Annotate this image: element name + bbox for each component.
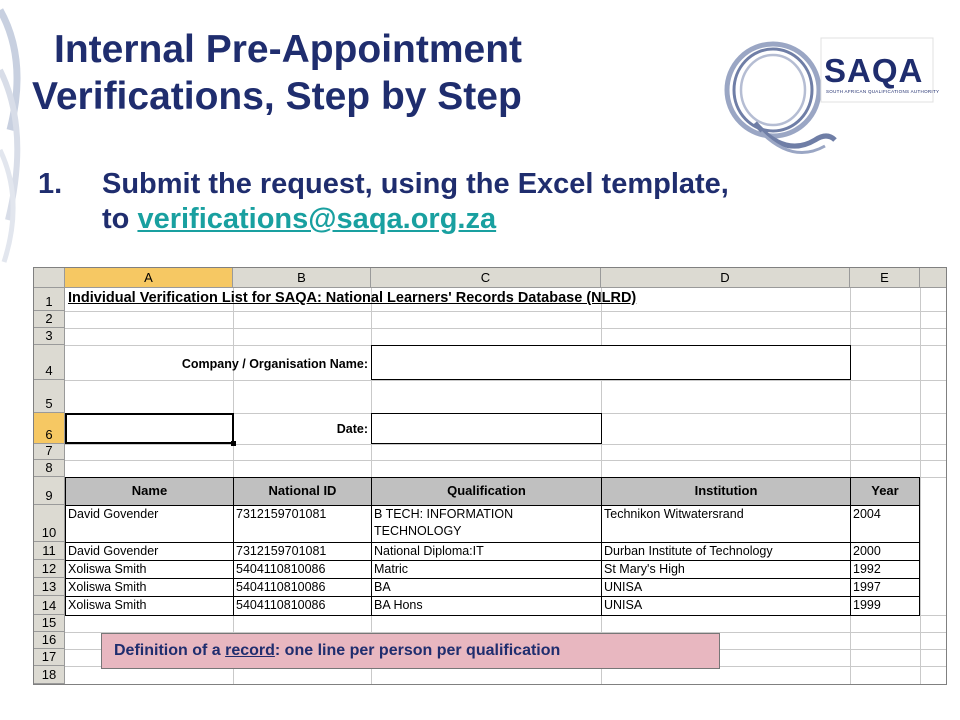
column-header-d[interactable]: D bbox=[601, 268, 850, 288]
step-text-prefix: to bbox=[102, 203, 130, 235]
company-name-label: Company / Organisation Name: bbox=[181, 357, 368, 371]
table-cell[interactable]: Xoliswa Smith bbox=[65, 596, 234, 616]
sheet-title: Individual Verification List for SAQA: National Learners' Records Database (NLRD) bbox=[68, 290, 637, 306]
column-header-a[interactable]: A bbox=[65, 268, 233, 288]
table-cell[interactable]: Durban Institute of Technology bbox=[601, 542, 851, 561]
email-link[interactable]: verifications@saqa.org.za bbox=[137, 203, 497, 235]
gridline bbox=[65, 460, 946, 461]
gridline bbox=[65, 328, 946, 329]
table-cell[interactable]: Matric bbox=[371, 560, 602, 579]
row-header-9[interactable]: 9 bbox=[34, 477, 65, 505]
table-cell[interactable]: 5404110810086 bbox=[233, 560, 372, 579]
header-name: Name bbox=[65, 477, 234, 506]
saqa-q-logo-icon bbox=[715, 28, 945, 168]
row-header-10[interactable]: 10 bbox=[34, 505, 65, 542]
callout-prefix: Definition of a bbox=[114, 642, 226, 659]
table-cell[interactable]: David Govender bbox=[65, 542, 234, 561]
table-cell[interactable]: National Diploma:IT bbox=[371, 542, 602, 561]
table-cell[interactable]: 5404110810086 bbox=[233, 596, 372, 616]
step-text-line1: Submit the request, using the Excel template, bbox=[102, 168, 729, 200]
table-cell[interactable]: 1999 bbox=[850, 596, 920, 616]
row-header-12[interactable]: 12 bbox=[34, 560, 65, 578]
date-label: Date: bbox=[336, 422, 368, 436]
gridline bbox=[65, 311, 946, 312]
gridline bbox=[920, 288, 921, 684]
table-cell[interactable]: 7312159701081 bbox=[233, 542, 372, 561]
row-header-8[interactable]: 8 bbox=[34, 460, 65, 477]
table-cell[interactable]: 1992 bbox=[850, 560, 920, 579]
slide-title-line2: Verifications, Step by Step bbox=[32, 75, 522, 118]
table-cell[interactable]: Xoliswa Smith bbox=[65, 578, 234, 597]
row-header-15[interactable]: 15 bbox=[34, 615, 65, 632]
slide-title bbox=[32, 26, 522, 120]
row-header-13[interactable]: 13 bbox=[34, 578, 65, 596]
callout-underlined: record bbox=[225, 642, 275, 659]
row-header-6[interactable]: 6 bbox=[34, 413, 65, 444]
callout-suffix: : one line per person per qualification bbox=[274, 642, 561, 659]
table-cell[interactable]: St Mary's High bbox=[601, 560, 851, 579]
table-cell[interactable]: UNISA bbox=[601, 578, 851, 597]
header-year: Year bbox=[850, 477, 920, 506]
row-header-14[interactable]: 14 bbox=[34, 596, 65, 615]
row-header-4[interactable]: 4 bbox=[34, 345, 65, 380]
column-header-b[interactable]: B bbox=[233, 268, 371, 288]
excel-template-screenshot bbox=[33, 267, 947, 685]
select-all-corner[interactable] bbox=[34, 268, 65, 288]
column-header-empty bbox=[920, 268, 946, 288]
column-header-e[interactable]: E bbox=[850, 268, 920, 288]
saqa-logo-subtext: SOUTH AFRICAN QUALIFICATIONS AUTHORITY bbox=[826, 89, 940, 94]
record-definition-callout bbox=[101, 633, 720, 669]
table-cell[interactable]: 1997 bbox=[850, 578, 920, 597]
table-cell[interactable]: 2000 bbox=[850, 542, 920, 561]
row-header-1[interactable]: 1 bbox=[34, 288, 65, 311]
table-cell[interactable]: B TECH: INFORMATION TECHNOLOGY bbox=[371, 505, 602, 543]
row-header-16[interactable]: 16 bbox=[34, 632, 65, 649]
row-header-5[interactable]: 5 bbox=[34, 380, 65, 413]
step-1 bbox=[38, 167, 729, 237]
row-header-7[interactable]: 7 bbox=[34, 444, 65, 460]
table-cell[interactable]: 2004 bbox=[850, 505, 920, 543]
row-header-3[interactable]: 3 bbox=[34, 328, 65, 345]
header-qualification: Qualification bbox=[371, 477, 602, 506]
table-cell[interactable]: Technikon Witwatersrand bbox=[601, 505, 851, 543]
header-national-id: National ID bbox=[233, 477, 372, 506]
row-header-18[interactable]: 18 bbox=[34, 666, 65, 684]
date-input[interactable] bbox=[371, 413, 602, 444]
column-header-c[interactable]: C bbox=[371, 268, 601, 288]
slide-title-line1: Internal Pre-Appointment bbox=[54, 28, 523, 71]
table-cell[interactable]: BA bbox=[371, 578, 602, 597]
company-name-input[interactable] bbox=[371, 345, 851, 380]
active-cell-a6[interactable] bbox=[65, 413, 234, 444]
saqa-logo-text: SAQA bbox=[824, 52, 924, 89]
table-cell[interactable]: 5404110810086 bbox=[233, 578, 372, 597]
row-header-17[interactable]: 17 bbox=[34, 649, 65, 666]
gridline bbox=[65, 444, 946, 445]
table-cell[interactable]: David Govender bbox=[65, 505, 234, 543]
header-institution: Institution bbox=[601, 477, 851, 506]
row-header-2[interactable]: 2 bbox=[34, 311, 65, 328]
step-number: 1. bbox=[38, 168, 63, 200]
table-cell[interactable]: BA Hons bbox=[371, 596, 602, 616]
table-cell[interactable]: 7312159701081 bbox=[233, 505, 372, 543]
row-header-11[interactable]: 11 bbox=[34, 542, 65, 560]
gridline bbox=[65, 380, 946, 381]
table-cell[interactable]: Xoliswa Smith bbox=[65, 560, 234, 579]
table-cell[interactable]: UNISA bbox=[601, 596, 851, 616]
